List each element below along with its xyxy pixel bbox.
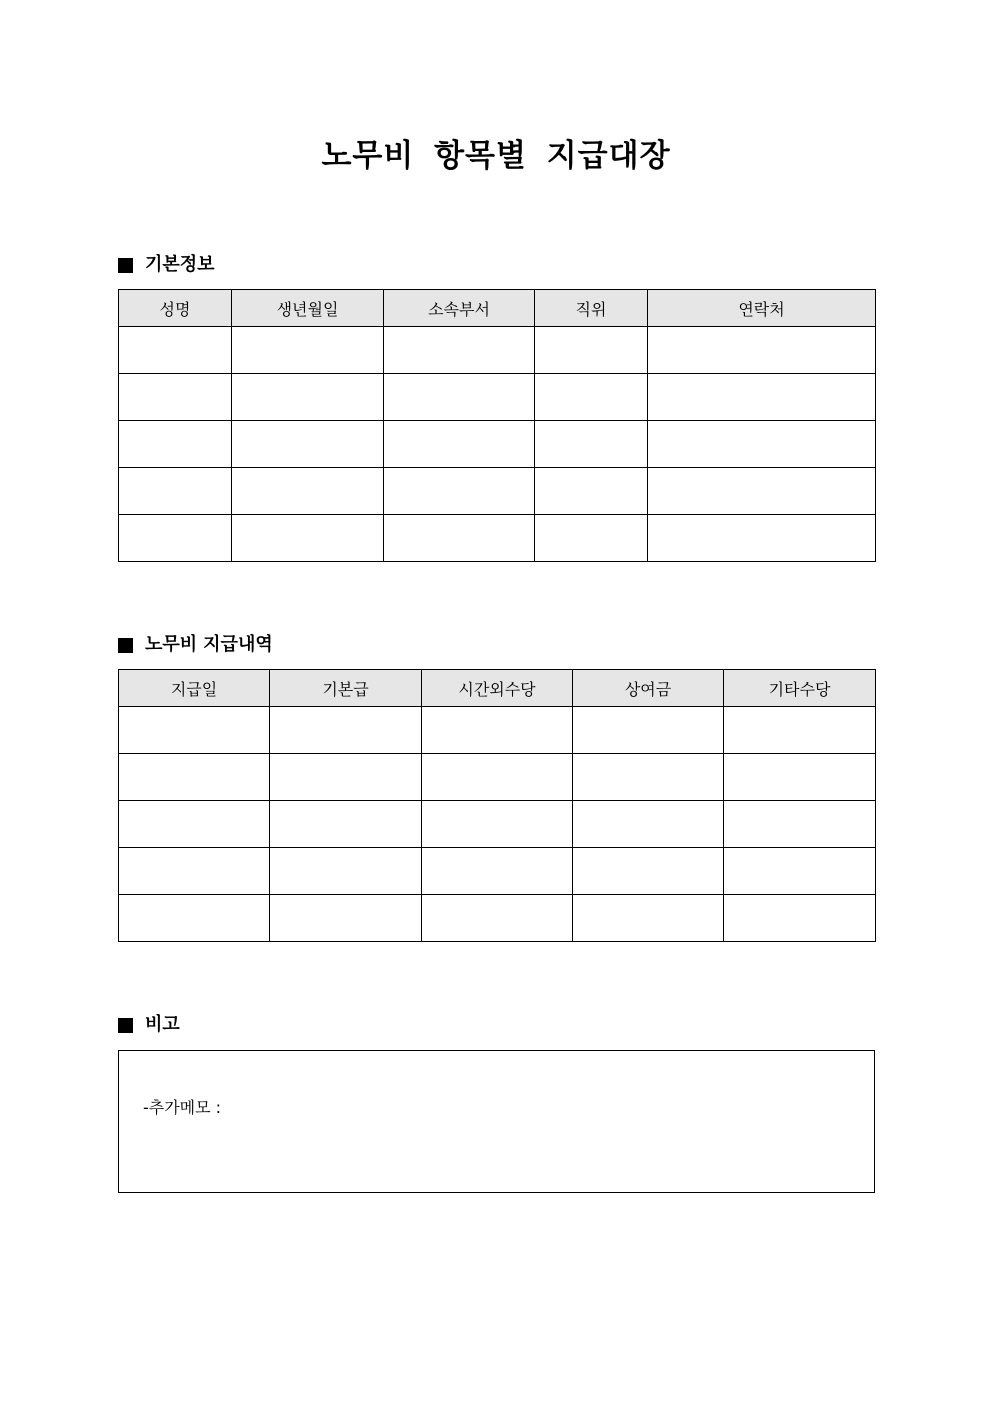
column-header-name: 성명 (119, 290, 232, 327)
table-cell[interactable] (119, 374, 232, 421)
table-cell[interactable] (119, 327, 232, 374)
table-cell[interactable] (384, 421, 535, 468)
table-cell[interactable] (422, 754, 573, 801)
table-cell[interactable] (648, 421, 876, 468)
table-cell[interactable] (270, 707, 422, 754)
section-title: 기본정보 (145, 254, 215, 275)
section-title-part1: 노무비 (145, 634, 198, 655)
table-cell[interactable] (724, 895, 876, 942)
document-title: 노무비 항목별 지급대장 (321, 138, 671, 174)
table-cell[interactable] (270, 801, 422, 848)
section-heading-remarks (118, 1013, 180, 1037)
table-row (119, 801, 876, 848)
column-header-department: 소속부서 (384, 290, 535, 327)
table-cell[interactable] (119, 754, 270, 801)
column-header-position: 직위 (535, 290, 648, 327)
table-cell[interactable] (573, 801, 724, 848)
table-cell[interactable] (724, 848, 876, 895)
table-cell[interactable] (232, 374, 384, 421)
square-bullet-icon (118, 258, 133, 273)
table-cell[interactable] (232, 327, 384, 374)
table-cell[interactable] (422, 895, 573, 942)
basic-info-table (118, 289, 876, 562)
remarks-box[interactable] (118, 1050, 875, 1193)
table-cell[interactable] (422, 801, 573, 848)
column-header-overtime-pay: 시간외수당 (422, 670, 573, 707)
table-cell[interactable] (573, 754, 724, 801)
table-cell[interactable] (573, 707, 724, 754)
table-row (119, 754, 876, 801)
section-heading-basic-info (118, 253, 215, 277)
table-cell[interactable] (724, 707, 876, 754)
table-cell[interactable] (535, 421, 648, 468)
table-cell[interactable] (270, 895, 422, 942)
table-cell[interactable] (119, 421, 232, 468)
table-cell[interactable] (535, 468, 648, 515)
table-header-row (119, 670, 876, 707)
column-header-other-allowance: 기타수당 (724, 670, 876, 707)
table-cell[interactable] (119, 468, 232, 515)
table-cell[interactable] (648, 327, 876, 374)
table-cell[interactable] (648, 374, 876, 421)
table-row (119, 421, 876, 468)
table-cell[interactable] (384, 468, 535, 515)
table-row (119, 374, 876, 421)
table-cell[interactable] (119, 895, 270, 942)
table-cell[interactable] (573, 848, 724, 895)
table-cell[interactable] (648, 468, 876, 515)
payment-details-table (118, 669, 876, 942)
table-cell[interactable] (648, 515, 876, 562)
table-cell[interactable] (384, 374, 535, 421)
table-cell[interactable] (232, 515, 384, 562)
table-cell[interactable] (119, 801, 270, 848)
table-cell[interactable] (232, 421, 384, 468)
table-row (119, 707, 876, 754)
table-cell[interactable] (724, 754, 876, 801)
column-header-birthdate: 생년월일 (232, 290, 384, 327)
column-header-payment-date: 지급일 (119, 670, 270, 707)
table-cell[interactable] (535, 374, 648, 421)
table-cell[interactable] (724, 801, 876, 848)
table-row (119, 895, 876, 942)
section-heading-payment-details (118, 633, 273, 657)
table-row (119, 848, 876, 895)
square-bullet-icon (118, 638, 133, 653)
column-header-contact: 연락처 (648, 290, 876, 327)
table-cell[interactable] (573, 895, 724, 942)
table-header-row (119, 290, 876, 327)
section-title: 비고 (145, 1014, 180, 1035)
column-header-base-pay: 기본급 (270, 670, 422, 707)
table-row (119, 468, 876, 515)
table-cell[interactable] (422, 848, 573, 895)
table-cell[interactable] (535, 327, 648, 374)
table-cell[interactable] (270, 848, 422, 895)
table-row (119, 515, 876, 562)
table-cell[interactable] (119, 707, 270, 754)
column-header-bonus: 상여금 (573, 670, 724, 707)
table-cell[interactable] (384, 515, 535, 562)
memo-label: -추가메모 : (143, 1098, 222, 1117)
table-cell[interactable] (535, 515, 648, 562)
table-cell[interactable] (119, 848, 270, 895)
square-bullet-icon (118, 1018, 133, 1033)
table-cell[interactable] (384, 327, 535, 374)
table-cell[interactable] (119, 515, 232, 562)
section-title-part2: 지급내역 (203, 634, 273, 655)
table-cell[interactable] (422, 707, 573, 754)
table-cell[interactable] (232, 468, 384, 515)
table-cell[interactable] (270, 754, 422, 801)
table-row (119, 327, 876, 374)
